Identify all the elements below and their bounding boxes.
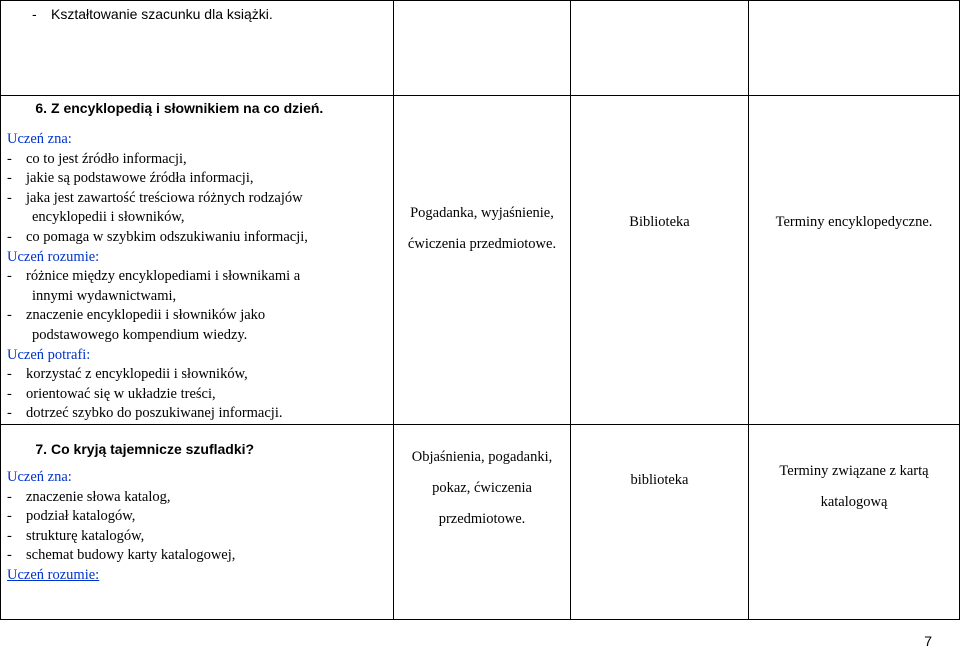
dash: -	[7, 547, 12, 564]
list-item	[1, 365, 393, 385]
section7-place-cell	[571, 424, 749, 619]
list-item	[1, 169, 393, 189]
list-item-text: różnice między encyklopediami i słownikami a	[26, 268, 301, 285]
terms-line: katalogową	[820, 493, 888, 510]
dash: -	[7, 508, 12, 525]
row0-terms-cell	[749, 1, 960, 96]
section7-place: biblioteka	[630, 471, 689, 488]
list-item	[1, 150, 393, 170]
row0-methods-cell	[394, 1, 571, 96]
section-label: Uczeń rozumie:	[7, 248, 100, 265]
list-item-text: schemat budowy karty katalogowej,	[26, 547, 236, 564]
list-item-text: strukturę katalogów,	[26, 527, 145, 544]
dash: -	[7, 170, 12, 187]
list-item-text: jaka jest zawartość treściowa różnych rodzajów	[26, 189, 303, 206]
dash: -	[32, 6, 37, 22]
section7-terms-cell	[749, 424, 960, 619]
list-item	[1, 287, 393, 307]
section6-terms: Terminy encyklopedyczne.	[775, 214, 933, 230]
table-row	[1, 96, 960, 425]
section6-body	[1, 130, 393, 424]
section6-methods-cell	[394, 96, 571, 425]
section-label: Uczeń potrafi:	[7, 346, 91, 363]
list-item-text: podstawowego kompendium wiedzy.	[32, 326, 248, 343]
dash: -	[7, 307, 12, 324]
dash: -	[7, 527, 12, 544]
list-item	[1, 267, 393, 287]
list-item-text: orientować się w układzie treści,	[26, 385, 216, 402]
terms-line: Terminy związane z kartą	[779, 462, 929, 479]
methods-line: Pogadanka, wyjaśnienie,	[410, 205, 554, 221]
dash: -	[7, 488, 12, 505]
methods-line: Objaśnienia, pogadanki,	[411, 448, 553, 465]
section7-content-cell	[1, 424, 394, 619]
dash: -	[7, 189, 12, 206]
list-item	[1, 404, 393, 424]
list-item	[1, 527, 393, 547]
list-item-text: co to jest źródło informacji,	[26, 150, 187, 167]
section7-methods-cell	[394, 424, 571, 619]
table-row	[1, 1, 960, 96]
section6-place: Biblioteka	[629, 214, 690, 230]
section-label: Uczeń zna:	[7, 468, 72, 485]
list-item	[1, 546, 393, 566]
section-label: Uczeń zna:	[7, 131, 72, 147]
row0-content-cell	[1, 1, 394, 96]
list-item	[1, 385, 393, 405]
section6-heading	[1, 100, 393, 116]
methods-line: ćwiczenia przedmiotowe.	[407, 236, 557, 252]
list-item-text: encyklopedii i słowników,	[32, 209, 185, 226]
methods-line: przedmiotowe.	[438, 510, 526, 527]
list-item	[1, 507, 393, 527]
list-item	[1, 326, 393, 346]
section-label: Uczeń rozumie:	[7, 566, 100, 583]
list-item-text: znaczenie słowa katalog,	[26, 488, 171, 505]
list-item	[1, 189, 393, 209]
row0-place-cell	[571, 1, 749, 96]
row0-text: Kształtowanie szacunku dla książki.	[51, 6, 273, 22]
list-item-text: podział katalogów,	[26, 508, 136, 525]
list-item-text: korzystać z encyklopedii i słowników,	[26, 366, 248, 383]
page-number: 7	[924, 633, 932, 649]
dash: -	[7, 228, 12, 245]
dash: -	[7, 385, 12, 402]
section7-body	[1, 468, 393, 586]
methods-line: pokaz, ćwiczenia	[432, 479, 532, 496]
list-item-text: dotrzeć szybko do poszukiwanej informacji.	[26, 405, 283, 422]
list-item-text: co pomaga w szybkim odszukiwaniu informacji,	[26, 228, 308, 245]
section6-number: 6.	[35, 100, 47, 116]
list-item	[1, 208, 393, 228]
section7-title: Co kryją tajemnicze szufladki?	[51, 440, 255, 457]
section6-title: Z encyklopedią i słownikiem na co dzień.	[51, 100, 324, 116]
list-item-text: innymi wydawnictwami,	[32, 287, 177, 304]
section7-heading	[1, 441, 393, 457]
list-item	[1, 228, 393, 248]
dash: -	[7, 150, 12, 167]
section7-number: 7.	[35, 440, 47, 457]
list-item-text: znaczenie encyklopedii i słowników jako	[26, 307, 266, 324]
table-row	[1, 424, 960, 619]
section6-content-cell	[1, 96, 394, 425]
section6-terms-cell	[749, 96, 960, 425]
dash: -	[7, 405, 12, 422]
list-item-text: jakie są podstawowe źródła informacji,	[26, 170, 254, 187]
dash: -	[7, 366, 12, 383]
list-item	[1, 306, 393, 326]
section6-place-cell	[571, 96, 749, 425]
list-item	[1, 488, 393, 508]
dash: -	[7, 268, 12, 285]
